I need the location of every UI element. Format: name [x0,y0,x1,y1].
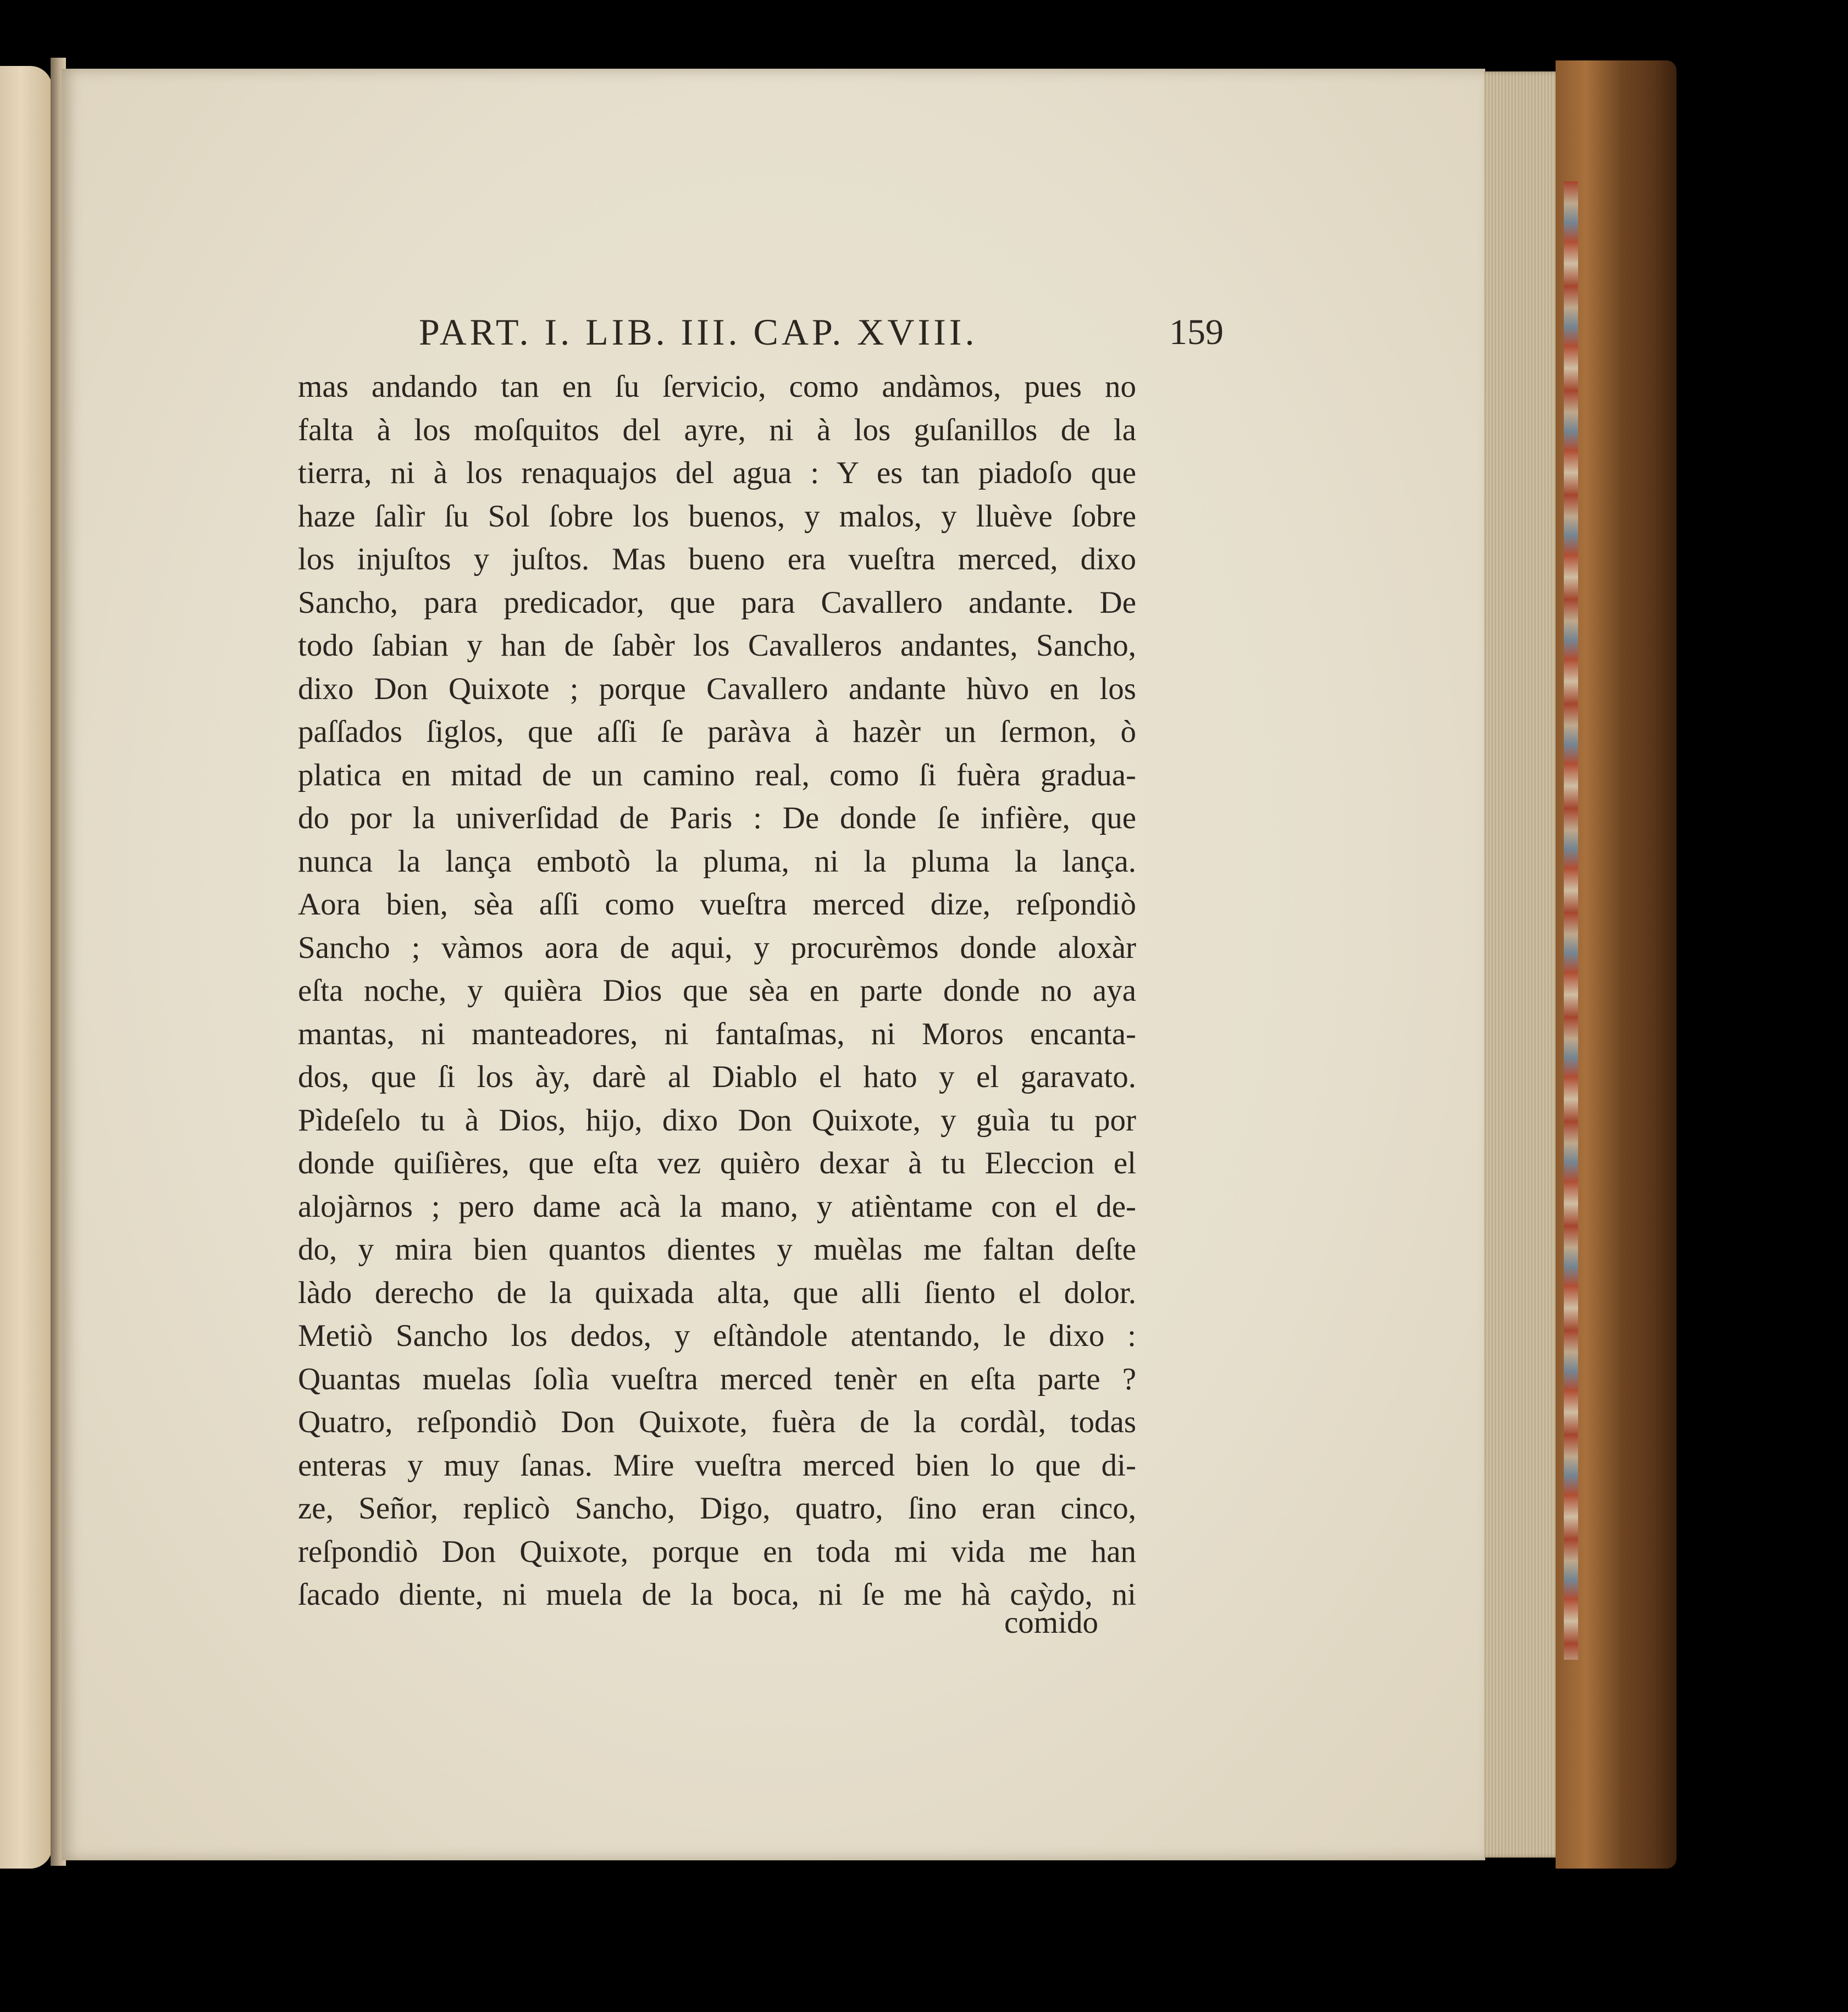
page-block-edges [1484,71,1564,1858]
marbled-edge [1564,181,1578,1660]
text-line: Pìdeſelo tu à Dios, hijo, dixo Don Quixote, y guìa tu por [298,1102,1136,1138]
body-text [298,365,1136,1617]
text-line: mas andando tan en ſu ſervicio, como andàmos, pues no [298,369,1136,404]
text-line: haze ſalìr ſu Sol ſobre los buenos, y malos, y lluève ſobre [298,498,1136,534]
text-line: dos, que ſi los ày, darè al Diablo el hato y el garavato. [298,1060,1136,1094]
running-head: PART. I. LIB. III. CAP. XVIII. [419,311,978,353]
text-line: alojàrnos ; pero dame acà la mano, y atièntame con el de- [298,1189,1136,1224]
text-line: dixo Don Quixote ; porque Cavallero andante hùvo en los [298,671,1136,706]
text-line: ſacado diente, ni muela de la boca, ni ſe me hà caỳdo, ni [298,1577,1136,1612]
text-line: platica en mitad de un camino real, como ſi fuèra gradua- [298,757,1136,792]
text-line: paſſados ſiglos, que aſſi ſe paràva à hazèr un ſermon, ò [298,714,1136,749]
catchword: comido [1004,1605,1098,1640]
text-line: Quantas muelas ſolìa vueſtra merced tenèr en eſta parte ? [298,1361,1136,1396]
text-line: làdo derecho de la quixada alta, que alli ſiento el dolor. [298,1275,1136,1310]
text-line: donde quiſières, que eſta vez quièro dexar à tu Eleccion el [298,1146,1136,1180]
text-line: Metiò Sancho los dedos, y eſtàndole atentando, le dixo : [298,1318,1136,1353]
text-line: enteras y muy ſanas. Mire vueſtra merced bien lo que di- [298,1448,1136,1483]
text-line: falta à los moſquitos del ayre, ni à los guſanillos de la [298,412,1136,447]
text-line: los injuſtos y juſtos. Mas bueno era vueſtra merced, dixo [298,542,1136,577]
text-line: Aora bien, sèa aſſi como vueſtra merced dize, reſpondiò [298,887,1136,922]
text-line: do por la univerſidad de Paris : De donde ſe infière, que [298,801,1136,835]
text-line: Sancho, para predicador, que para Cavallero andante. De [298,585,1136,620]
text-line: Quatro, reſpondiò Don Quixote, fuèra de la cordàl, todas [298,1405,1136,1439]
text-line: Sancho ; vàmos aora de aqui, y procurèmos donde aloxàr [298,930,1136,965]
text-line: do, y mira bien quantos dientes y muèlas me faltan deſte [298,1232,1136,1267]
text-line: reſpondiò Don Quixote, porque en toda mi vida me han [298,1534,1136,1569]
text-line: nunca la lança embotò la pluma, ni la pluma la lança. [298,844,1136,879]
facing-page-edge [0,66,52,1869]
text-line: ze, Señor, replicò Sancho, Digo, quatro, ſino eran cinco, [298,1491,1136,1526]
text-line: tierra, ni à los renaquajos del agua : Y es tan piadoſo que [298,456,1136,490]
text-line: mantas, ni manteadores, ni fantaſmas, ni Moros encanta- [298,1016,1136,1051]
page-header [62,311,1485,360]
text-line: todo ſabian y han de ſabèr los Cavalleros andantes, Sancho, [298,628,1136,663]
text-line: eſta noche, y quièra Dios que sèa en parte donde no aya [298,973,1136,1008]
page-number: 159 [1169,312,1224,352]
book-page [62,69,1485,1860]
